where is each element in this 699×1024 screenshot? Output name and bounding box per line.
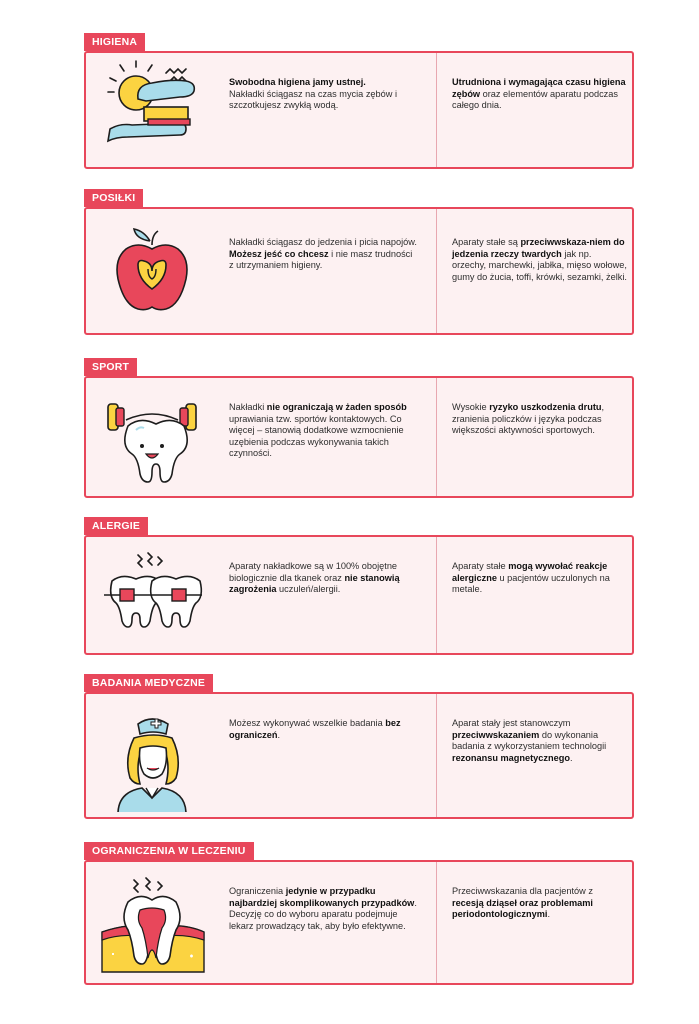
section-label: POSIŁKI [84, 189, 143, 207]
text-run: oraz elementów aparatu podczas całego dnia. [452, 88, 618, 110]
text-run: jak np. orzechy, marchewki, jabłka, mięso wołowe, gumy do żucia, toffi, krówki, sezamki, żelki. [452, 248, 627, 282]
text-run: Nakładki ściągasz do jedzenia i picia napojów. [229, 237, 417, 247]
aligner-description [229, 77, 419, 112]
text-run: . Decyzję co do wyboru aparatu podejmuje lekarz prowadzący tak, aby było efektywne. [229, 897, 417, 931]
bold-text-run: nie stanowią zagrożenia [229, 572, 400, 594]
column-divider [436, 378, 437, 496]
text-run: , zranienia policzków i języka podczas większości aktywności sportowych. [452, 402, 605, 435]
comparison-card [84, 51, 634, 169]
section-label: ALERGIE [84, 517, 148, 535]
bold-text-run: rezonansu magnetycznego [452, 752, 570, 763]
column-divider [436, 694, 437, 817]
column-divider [436, 537, 437, 653]
bold-text-run: nie ograniczają w żaden sposób [266, 402, 407, 412]
bold-text-run: bez ograniczeń [229, 718, 401, 740]
aligner-description [229, 886, 419, 932]
comparison-card [84, 692, 634, 819]
text-run: Możesz wykonywać wszelkie badania [229, 718, 386, 728]
comparison-card [84, 535, 634, 655]
fixed-braces-description [452, 886, 627, 921]
teeth-braces-icon [98, 547, 208, 647]
comparison-card [84, 860, 634, 985]
column-divider [436, 209, 437, 333]
text-run: Aparat stały jest stanowczym [452, 718, 571, 728]
text-run: uczuleń/alergii. [276, 584, 341, 594]
section-label: OGRANICZENIA W LECZENIU [84, 842, 254, 860]
text-run: Aparaty nakładkowe są w 100% obojętne biologicznie dla tkanek oraz [229, 561, 398, 583]
bold-text-run: mogą wywołać reakcje alergiczne [452, 561, 608, 583]
text-run: uprawiania tzw. sportów kontaktowych. Co więcej – stanowią dodatkowe wzmocnienie uzębienia podczas wykonywania takich czynności. [229, 413, 404, 458]
text-run: . [569, 752, 573, 763]
text-run: Wysokie [452, 402, 490, 412]
section-label: HIGIENA [84, 33, 145, 51]
fixed-braces-description [452, 402, 627, 437]
bold-text-run: przeciwwskazaniem [452, 729, 540, 740]
nurse-icon [98, 700, 208, 812]
fixed-braces-description [452, 237, 627, 283]
tooth-dumbbell-icon [98, 386, 208, 486]
text-run: . [277, 729, 281, 740]
bold-text-run: Utrudniona i wymagająca czasu higiena zębów [452, 77, 626, 99]
text-run: u pacjentów uczulonych na metale. [452, 572, 610, 594]
text-run: Ograniczenia [229, 886, 286, 896]
toothbrush-sun-icon [98, 59, 208, 151]
bold-text-run: ryzyko uszkodzenia drutu [489, 402, 602, 412]
fixed-braces-description [452, 77, 627, 112]
text-run: . [547, 909, 551, 919]
section-label: BADANIA MEDYCZNE [84, 674, 213, 692]
aligner-description [229, 402, 419, 460]
text-run: Aparaty stałe są [452, 237, 521, 247]
text-run: Nakładki ściągasz na czas mycia zębów i szczotkujesz zwykłą wodą. [229, 88, 397, 110]
text-run: do wykonania badania z wykorzystaniem technologii [452, 729, 607, 751]
fixed-braces-description [452, 561, 627, 596]
section-label: SPORT [84, 358, 137, 376]
bold-text-run: Możesz jeść co chcesz [229, 248, 329, 259]
text-run: i nie masz trudności z utrzymaniem higieny. [229, 248, 413, 270]
comparison-card [84, 376, 634, 498]
bold-text-run: Swobodna higiena jamy ustnej. [229, 77, 366, 87]
aligner-description [229, 718, 419, 741]
column-divider [436, 862, 437, 983]
column-divider [436, 53, 437, 167]
comparison-card [84, 207, 634, 335]
bold-text-run: jedynie w przypadku najbardziej skomplikowanych przypadków [229, 886, 415, 908]
bold-text-run: przeciwwskaza-niem do jedzenia rzeczy twardych [452, 237, 625, 259]
text-run: Aparaty stałe [452, 561, 509, 571]
tooth-crosssection-icon [98, 868, 208, 976]
aligner-description [229, 561, 419, 596]
fixed-braces-description [452, 718, 627, 764]
text-run: Przeciwwskazania dla pacjentów z [452, 886, 593, 896]
apple-icon [98, 219, 208, 319]
bold-text-run: recesją dziąseł oraz problemami periodontologicznymi [452, 897, 593, 919]
text-run: Nakładki [229, 402, 267, 412]
aligner-description [229, 237, 419, 272]
